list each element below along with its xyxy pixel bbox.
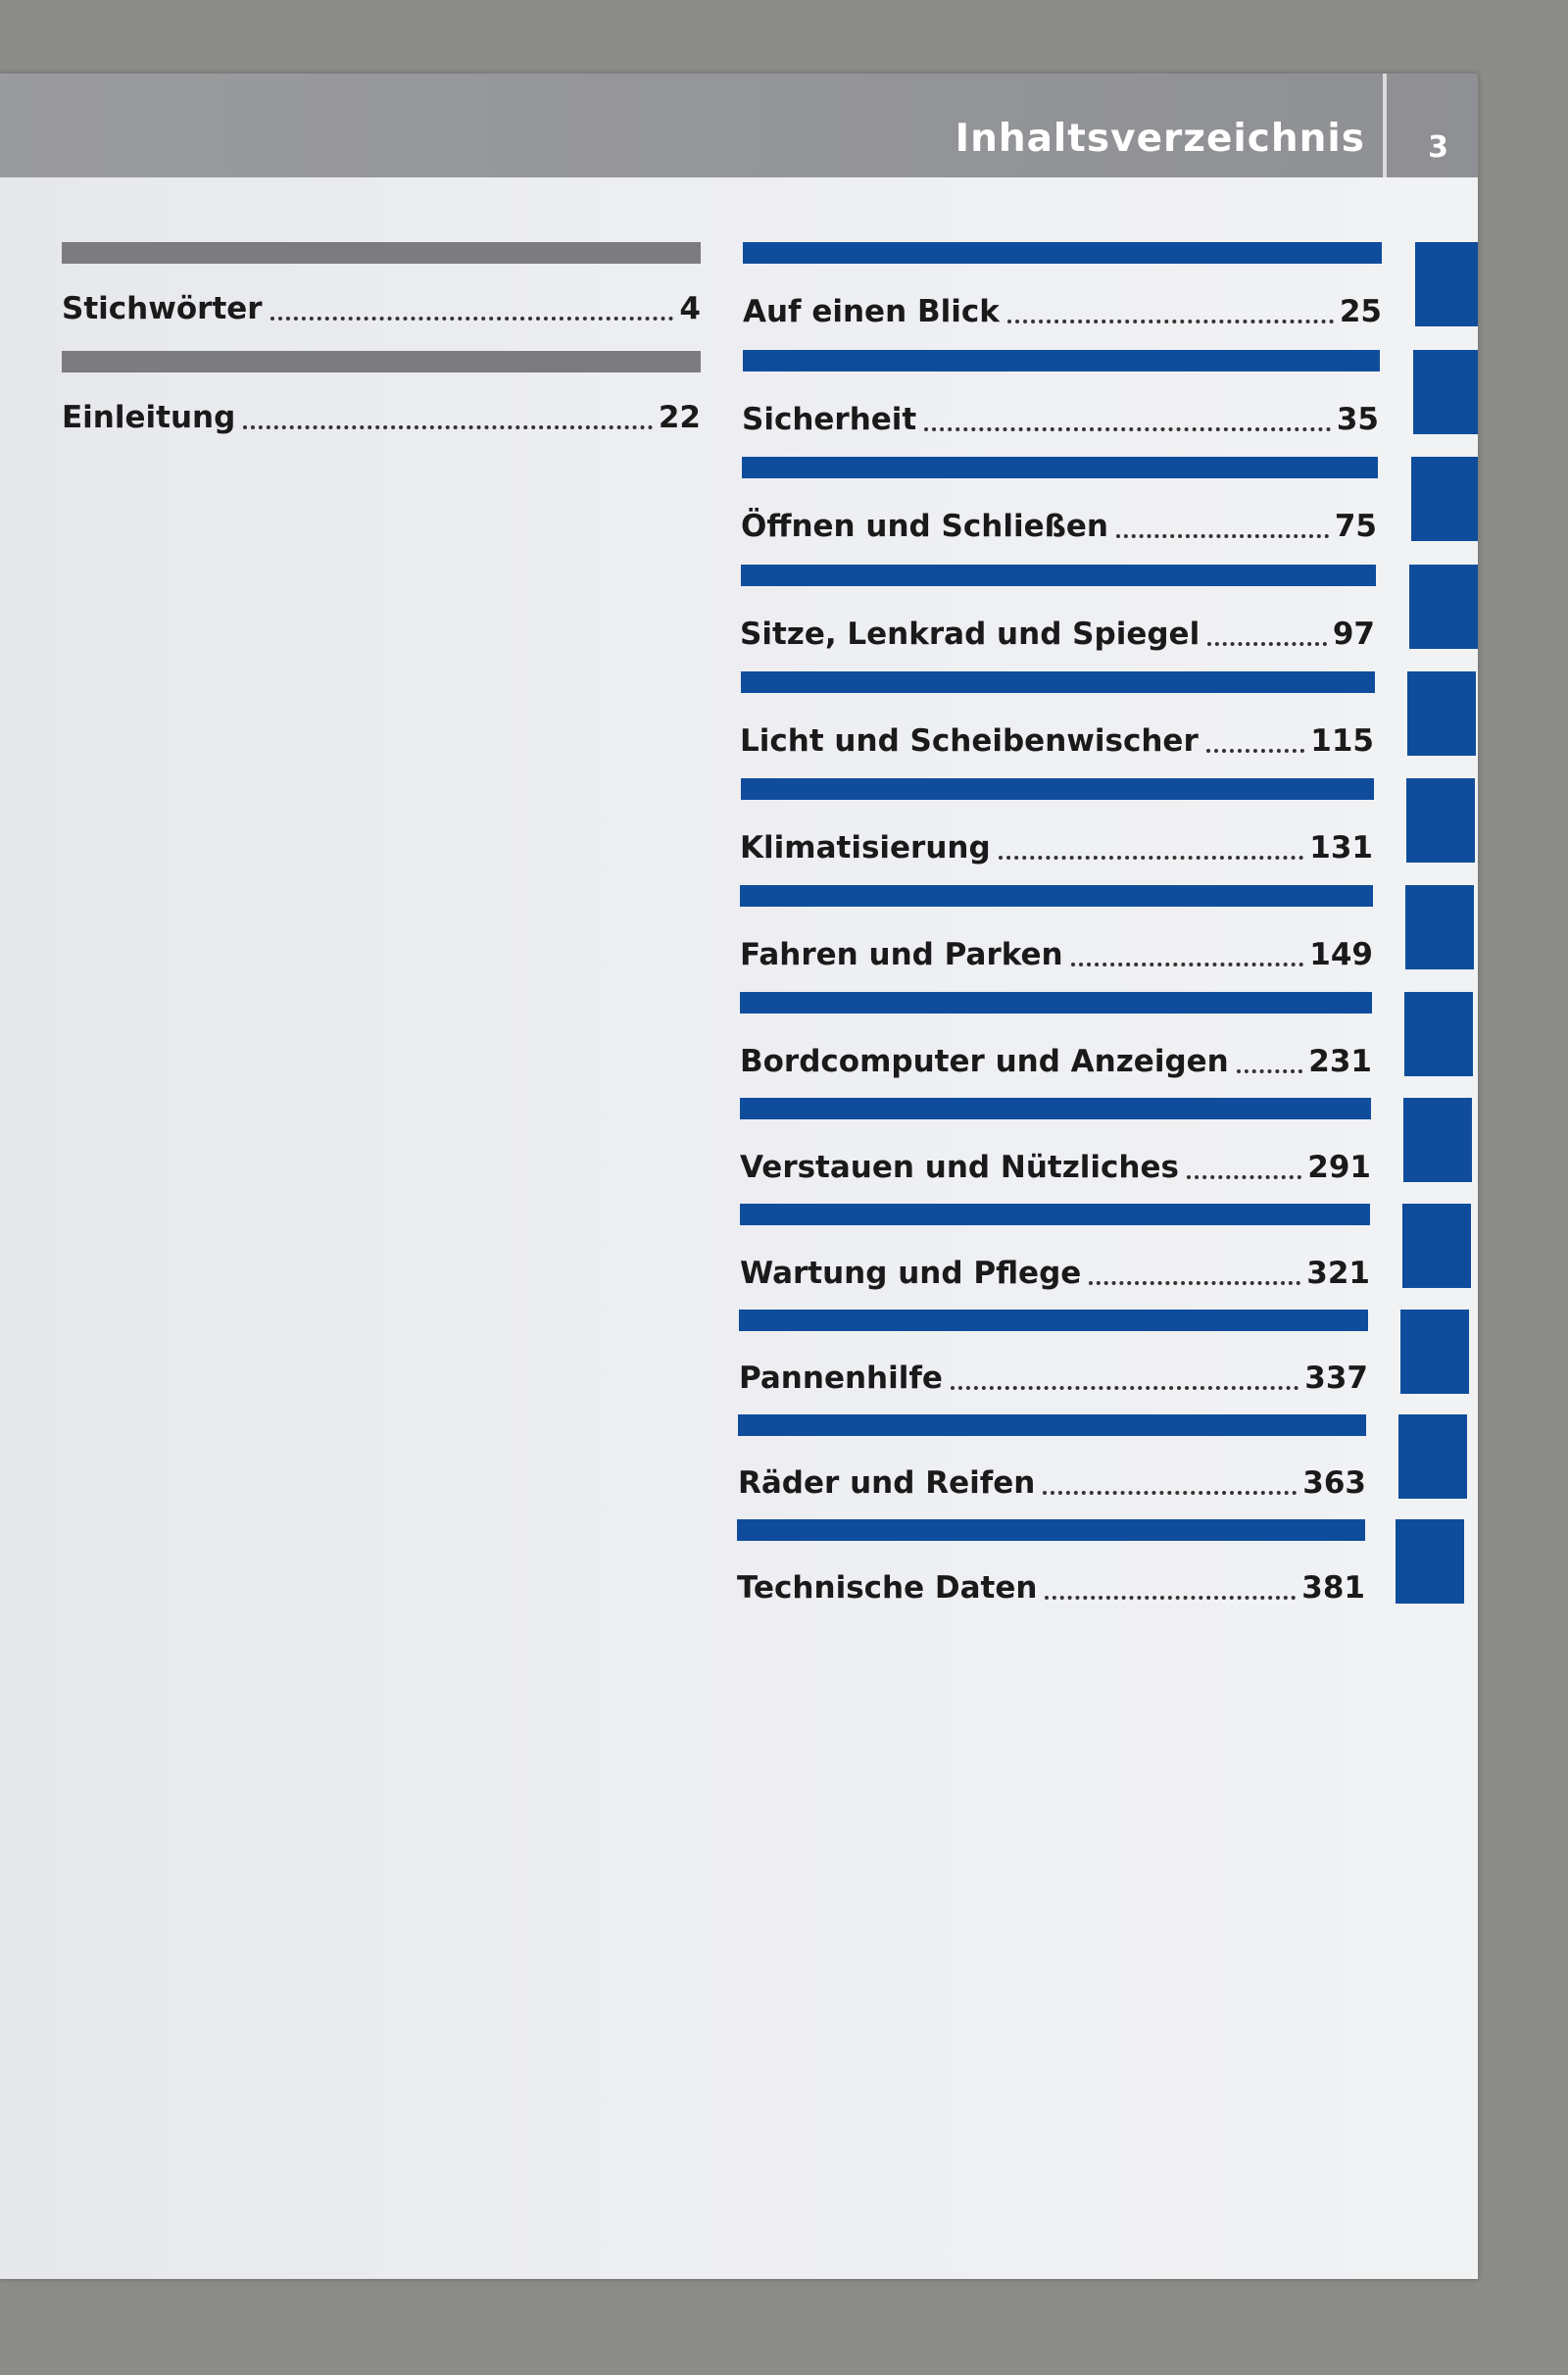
- section-bar: [740, 1098, 1371, 1119]
- section-bar: [740, 1204, 1370, 1225]
- toc-entry-label: Stichwörter: [62, 291, 263, 326]
- leader-dots: [1007, 316, 1334, 323]
- leader-dots: [1187, 1171, 1301, 1179]
- toc-entry-label: Verstauen und Nützliches: [740, 1150, 1179, 1185]
- section-tab[interactable]: [1404, 992, 1473, 1076]
- toc-entry-oeffnen-und-schliessen[interactable]: [741, 509, 1377, 544]
- section-tab[interactable]: [1405, 885, 1474, 969]
- toc-entry-page: 4: [679, 291, 701, 326]
- toc-entry-page: 22: [658, 400, 701, 435]
- toc-entry-page: 363: [1302, 1465, 1366, 1501]
- section-bar: [743, 350, 1380, 371]
- toc-entry-label: Fahren und Parken: [740, 937, 1063, 972]
- section-bar: [740, 885, 1373, 907]
- toc-entry-label: Pannenhilfe: [739, 1361, 943, 1396]
- section-tab[interactable]: [1411, 457, 1478, 541]
- section-tab[interactable]: [1400, 1310, 1469, 1394]
- section-tab[interactable]: [1398, 1414, 1467, 1499]
- page-header: [0, 74, 1478, 177]
- toc-entry-label: Wartung und Pflege: [740, 1256, 1082, 1291]
- leader-dots: [1237, 1065, 1303, 1073]
- leader-dots: [999, 852, 1304, 860]
- toc-entry-page: 231: [1308, 1044, 1372, 1079]
- toc-entry-label: Sicherheit: [742, 402, 917, 437]
- toc-entry-technische-daten[interactable]: [737, 1570, 1365, 1606]
- leader-dots: [243, 421, 653, 429]
- section-tab[interactable]: [1407, 671, 1476, 756]
- toc-entry-label: Technische Daten: [737, 1570, 1038, 1606]
- toc-entry-page: 115: [1310, 723, 1374, 759]
- toc-entry-page: 337: [1304, 1361, 1368, 1396]
- section-bar: [741, 671, 1375, 693]
- toc-entry-wartung-und-pflege[interactable]: [740, 1256, 1370, 1291]
- leader-dots: [1071, 959, 1304, 966]
- section-bar-einleitung: [62, 351, 701, 372]
- leader-dots: [1089, 1277, 1300, 1285]
- toc-entry-pannenhilfe[interactable]: [739, 1361, 1368, 1396]
- toc-entry-verstauen-und-nuetzliches[interactable]: [740, 1150, 1371, 1185]
- section-bar: [743, 242, 1382, 264]
- section-bar: [741, 565, 1376, 586]
- toc-entry-fahren-und-parken[interactable]: [740, 937, 1373, 972]
- toc-entry-klimatisierung[interactable]: [740, 830, 1373, 866]
- toc-entry-sicherheit[interactable]: [742, 402, 1379, 437]
- toc-entry-page: 75: [1334, 509, 1377, 544]
- leader-dots: [270, 313, 674, 321]
- section-tab[interactable]: [1415, 242, 1478, 326]
- leader-dots: [1206, 745, 1305, 753]
- header-divider: [1383, 74, 1387, 177]
- section-bar: [739, 1310, 1368, 1331]
- toc-entry-bordcomputer-und-anzeigen[interactable]: [740, 1044, 1372, 1079]
- leader-dots: [924, 423, 1331, 431]
- toc-entry-page: 35: [1336, 402, 1379, 437]
- toc-entry-label: Auf einen Blick: [743, 294, 1000, 329]
- section-tab[interactable]: [1413, 350, 1478, 434]
- leader-dots: [1116, 530, 1329, 538]
- toc-entry-label: Räder und Reifen: [738, 1465, 1036, 1501]
- toc-entry-label: Licht und Scheibenwischer: [740, 723, 1199, 759]
- toc-entry-page: 149: [1309, 937, 1373, 972]
- section-bar: [737, 1519, 1365, 1541]
- section-tab[interactable]: [1402, 1204, 1471, 1288]
- header-page-number: 3: [1428, 130, 1448, 165]
- toc-entry-label: Einleitung: [62, 400, 236, 435]
- leader-dots: [1043, 1487, 1297, 1495]
- toc-entry-licht-und-scheibenwischer[interactable]: [740, 723, 1374, 759]
- leader-dots: [1207, 638, 1327, 646]
- toc-entry-page: 381: [1301, 1570, 1365, 1606]
- section-bar-stichwoerter: [62, 242, 701, 264]
- toc-entry-page: 25: [1339, 294, 1382, 329]
- toc-entry-page: 291: [1307, 1150, 1371, 1185]
- toc-entry-auf-einen-blick[interactable]: [743, 294, 1382, 329]
- toc-entry-label: Öffnen und Schließen: [741, 509, 1108, 544]
- toc-entry-page: 131: [1309, 830, 1373, 866]
- toc-entry-label: Bordcomputer und Anzeigen: [740, 1044, 1229, 1079]
- toc-entry-page: 97: [1332, 617, 1375, 652]
- toc-entry-sitze-lenkrad-spiegel[interactable]: [740, 617, 1375, 652]
- document-page: [0, 74, 1478, 2279]
- section-bar: [741, 778, 1374, 800]
- section-bar: [738, 1414, 1366, 1436]
- section-tab[interactable]: [1396, 1519, 1464, 1604]
- toc-entry-raeder-und-reifen[interactable]: [738, 1465, 1366, 1501]
- section-tab[interactable]: [1409, 565, 1478, 649]
- header-title: Inhaltsverzeichnis: [955, 117, 1365, 161]
- toc-entry-page: 321: [1306, 1256, 1370, 1291]
- section-tab[interactable]: [1403, 1098, 1472, 1182]
- toc-entry-label: Klimatisierung: [740, 830, 991, 866]
- toc-entry-stichwoerter[interactable]: [62, 291, 701, 326]
- toc-entry-label: Sitze, Lenkrad und Spiegel: [740, 617, 1200, 652]
- leader-dots: [1045, 1592, 1296, 1600]
- toc-entry-einleitung[interactable]: [62, 400, 701, 435]
- section-bar: [742, 457, 1378, 478]
- section-bar: [740, 992, 1372, 1014]
- section-tab[interactable]: [1406, 778, 1475, 863]
- leader-dots: [951, 1382, 1298, 1390]
